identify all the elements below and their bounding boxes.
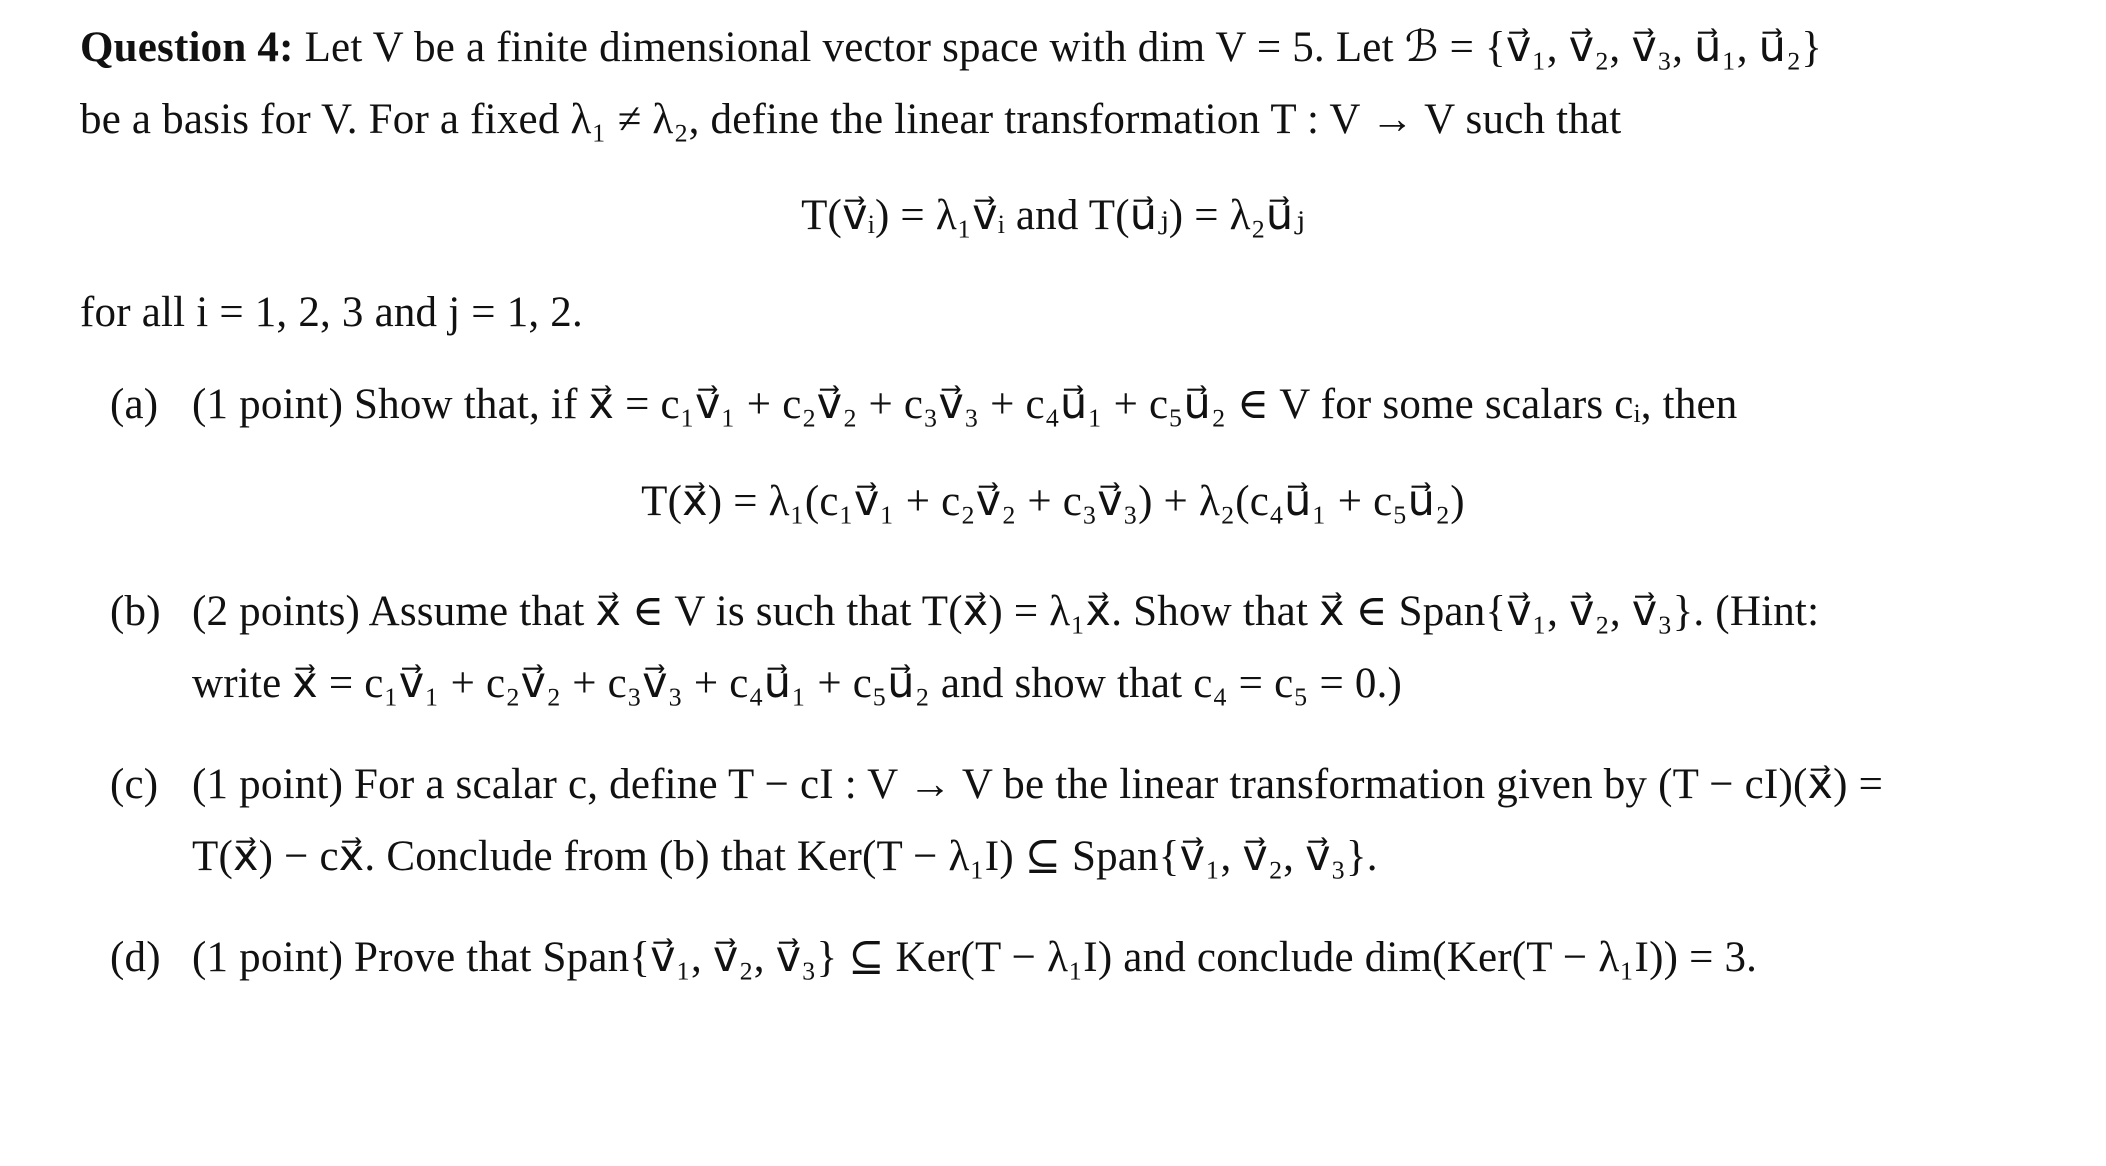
question-line-1 bbox=[80, 20, 1822, 76]
part-a-line-1 bbox=[110, 377, 1738, 433]
question-line-2: be a basis for V. For a fixed λ₁ ≠ λ₂, define the linear transformation T : V → V such that bbox=[80, 96, 1622, 143]
question-line-3: for all i = 1, 2, 3 and j = 1, 2. bbox=[80, 289, 583, 336]
part-b-label: (b) bbox=[110, 588, 161, 635]
part-a-text: (1 point) Show that, if x⃗ = c₁v⃗₁ + c₂v⃗₂ + c₃v⃗₃ + c₄u⃗₁ + c₅u⃗₂ ∈ V for some scalars cᵢ, then bbox=[192, 381, 1738, 428]
part-b-text: (2 points) Assume that x⃗ ∈ V is such that T(x⃗) = λ₁x⃗. Show that x⃗ ∈ Span{v⃗₁, v⃗₂, v⃗₃}. (Hint: bbox=[192, 588, 1820, 635]
question-intro-text: Let V be a finite dimensional vector space with dim V = 5. Let ℬ = {v⃗₁, v⃗₂, v⃗₃, u⃗₁, u⃗₂} bbox=[304, 24, 1823, 71]
part-b-line-2: write x⃗ = c₁v⃗₁ + c₂v⃗₂ + c₃v⃗₃ + c₄u⃗₁ + c₅u⃗₂ and show that c₄ = c₅ = 0.) bbox=[192, 660, 1403, 707]
part-c-label: (c) bbox=[110, 761, 159, 808]
part-d-line-1 bbox=[110, 930, 1757, 986]
definition-display-equation: T(v⃗ᵢ) = λ₁v⃗ᵢ and T(u⃗ⱼ) = λ₂u⃗ⱼ bbox=[801, 192, 1305, 239]
part-c-line-2: T(x⃗) − cx⃗. Conclude from (b) that Ker(T − λ₁I) ⊆ Span{v⃗₁, v⃗₂, v⃗₃}. bbox=[192, 833, 1378, 880]
part-b-line-1 bbox=[110, 584, 1819, 640]
part-a-display-equation: T(x⃗) = λ₁(c₁v⃗₁ + c₂v⃗₂ + c₃v⃗₃) + λ₂(c₄u⃗₁ + c₅u⃗₂) bbox=[641, 478, 1465, 525]
question-heading: Question 4: bbox=[80, 24, 294, 71]
part-d-label: (d) bbox=[110, 934, 161, 981]
part-c-text: (1 point) For a scalar c, define T − cI : V → V be the linear transformation given by (T − cI)(x⃗) = bbox=[192, 761, 1884, 808]
part-a-label: (a) bbox=[110, 381, 159, 428]
part-d-text: (1 point) Prove that Span{v⃗₁, v⃗₂, v⃗₃} ⊆ Ker(T − λ₁I) and conclude dim(Ker(T − λ₁I)) = 3. bbox=[192, 934, 1758, 981]
part-c-line-1 bbox=[110, 757, 1883, 813]
